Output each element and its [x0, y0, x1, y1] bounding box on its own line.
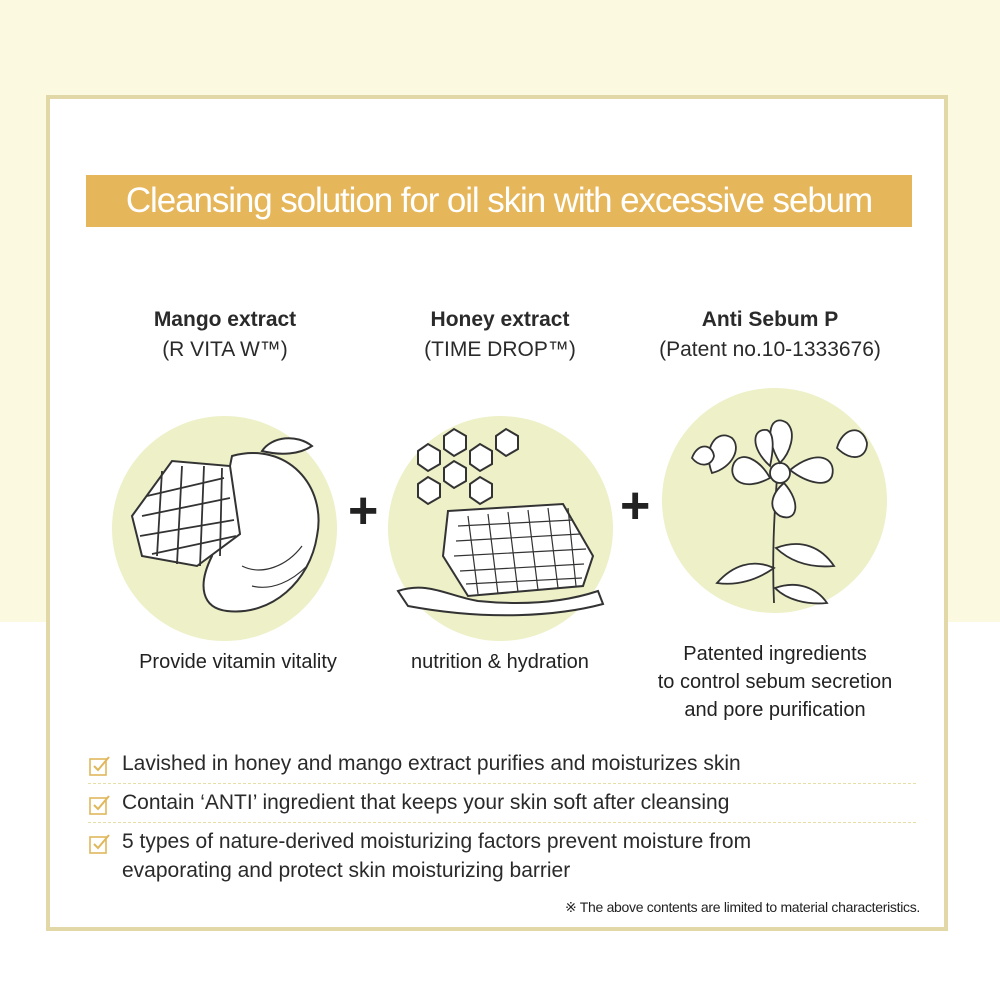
ingredient-desc — [360, 648, 640, 676]
mango-image — [112, 416, 337, 641]
ingredient-desc-line: and pore purification — [684, 699, 866, 721]
ingredient-desc-line: Patented ingredients — [683, 643, 867, 665]
title-banner — [86, 175, 912, 227]
ingredient-sub: (R VITA W™) — [162, 338, 288, 361]
disclaimer-note: ※ The above contents are limited to material characteristics. — [564, 899, 920, 915]
ingredient-name: Mango extract — [153, 308, 297, 331]
ingredient-honey-heading — [375, 308, 625, 362]
list-item-line: Contain ‘ANTI’ ingredient that keeps your skin soft after cleansing — [122, 791, 730, 814]
ingredient-name: Honey extract — [430, 308, 570, 331]
ingredient-desc-line: to control sebum secretion — [657, 671, 893, 693]
list-item-line: Lavished in honey and mango extract purifies and moisturizes skin — [122, 752, 741, 775]
ingredient-desc-block — [625, 640, 925, 724]
checkbox-icon — [88, 832, 112, 856]
list-item-text — [122, 788, 729, 817]
plus-sign: + — [620, 477, 651, 535]
ingredient-antisebum-heading — [645, 308, 895, 362]
honey-image — [388, 416, 613, 641]
list-item-line: 5 types of nature-derived moisturizing factors prevent moisture from — [122, 830, 752, 853]
flower-icon — [662, 388, 887, 613]
list-item — [88, 823, 916, 890]
list-item — [88, 784, 916, 823]
flower-image — [662, 388, 887, 613]
ingredient-mango-heading — [100, 308, 350, 362]
list-item-line: evaporating and protect skin moisturizing barrier — [122, 859, 571, 882]
feature-list — [88, 745, 916, 890]
ingredient-desc-text: nutrition & hydration — [411, 651, 589, 673]
mango-icon — [112, 416, 337, 641]
list-item-text — [122, 749, 741, 778]
ingredient-name: Anti Sebum P — [701, 308, 839, 331]
ingredient-desc — [88, 648, 388, 676]
ingredient-sub: (TIME DROP™) — [424, 338, 576, 361]
checkbox-icon — [88, 754, 112, 778]
honeycomb-icon — [388, 416, 613, 641]
page-title: Cleansing solution for oil skin with excessive sebum — [125, 181, 873, 220]
ingredient-sub: (Patent no.10-1333676) — [659, 338, 881, 361]
list-item-text — [122, 827, 751, 885]
ingredient-desc-text: Provide vitamin vitality — [139, 651, 337, 673]
list-item — [88, 745, 916, 784]
checkbox-icon — [88, 793, 112, 817]
plus-sign: + — [348, 482, 379, 540]
